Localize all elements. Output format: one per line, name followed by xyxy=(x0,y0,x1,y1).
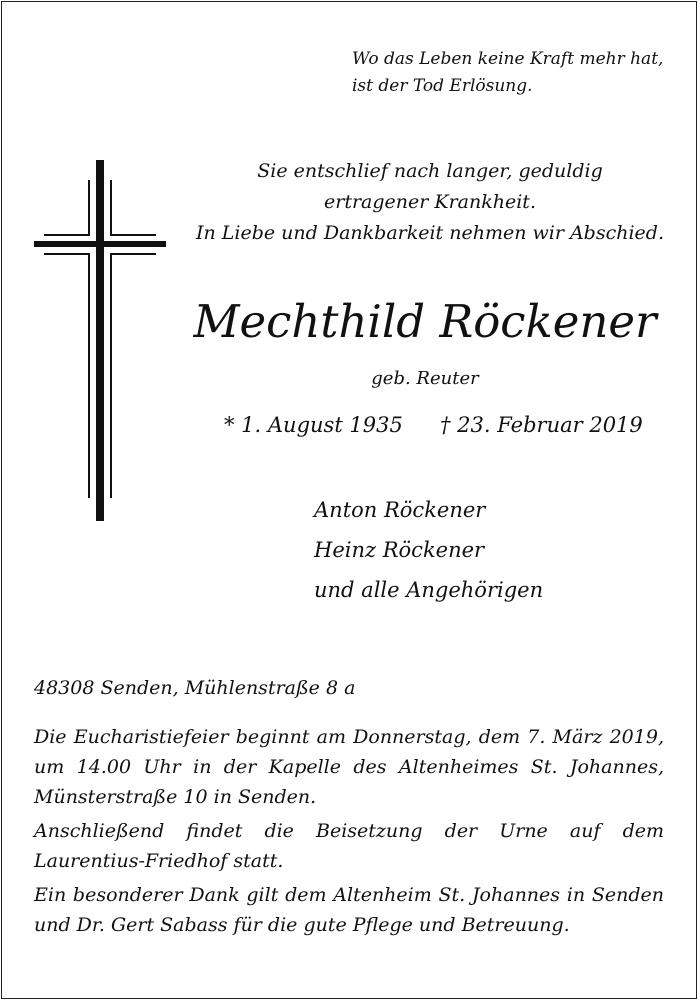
family-address: 48308 Senden, Mühlenstraße 8 a xyxy=(34,677,356,699)
thanks-announcement: Ein besonderer Dank gilt dem Altenheim St. Johannes in Senden und Dr. Gert Sabass für die gute Pflege und Betreuung. xyxy=(34,884,664,936)
cross-outline-right-upper xyxy=(110,180,112,235)
intro-text xyxy=(180,156,680,249)
intro-line-2: ertragener Krankheit. xyxy=(324,191,536,213)
cross-outline-bottom-right xyxy=(110,253,156,255)
mourner-1: Anton Röckener xyxy=(314,498,486,522)
mourner-3: und alle Angehörigen xyxy=(314,578,544,602)
burial-announcement: Anschließend findet die Beisetzung der Urne auf dem Laurentius-Friedhof statt. xyxy=(34,820,664,872)
service-announcement: Die Eucharistiefeier beginnt am Donnerstag, dem 7. März 2019, um 14.00 Uhr in der Kapelle des Altenheimes St. Johannes, Münsterstraße 10 in Senden. xyxy=(34,726,664,808)
quote-line-1: Wo das Leben keine Kraft mehr hat, xyxy=(352,49,664,69)
service-details xyxy=(34,722,664,944)
mourners-list xyxy=(314,490,654,610)
cross-outline-top-right xyxy=(110,234,156,236)
deceased-name: Mechthild Röckener xyxy=(193,295,657,348)
cross-outline-left-lower xyxy=(88,253,90,498)
quote-line-2: ist der Tod Erlösung. xyxy=(352,76,533,96)
cross-outline-bottom-left xyxy=(44,253,90,255)
cross-vertical-bar xyxy=(96,160,104,521)
cross-outline-left-upper xyxy=(88,180,90,235)
death-date: † 23. Februar 2019 xyxy=(440,413,643,437)
cross-outline-top-left xyxy=(44,234,90,236)
intro-line-3: In Liebe und Dankbarkeit nehmen wir Abschied. xyxy=(196,222,664,244)
cross-horizontal-bar xyxy=(34,241,166,247)
maiden-name: geb. Reuter xyxy=(371,368,479,389)
epigraph-quote xyxy=(352,46,672,100)
mourner-2: Heinz Röckener xyxy=(314,538,485,562)
birth-date: * 1. August 1935 xyxy=(224,413,403,437)
intro-line-1: Sie entschlief nach langer, geduldig xyxy=(257,160,603,182)
latin-cross-icon xyxy=(30,158,170,523)
cross-outline-right-lower xyxy=(110,253,112,498)
